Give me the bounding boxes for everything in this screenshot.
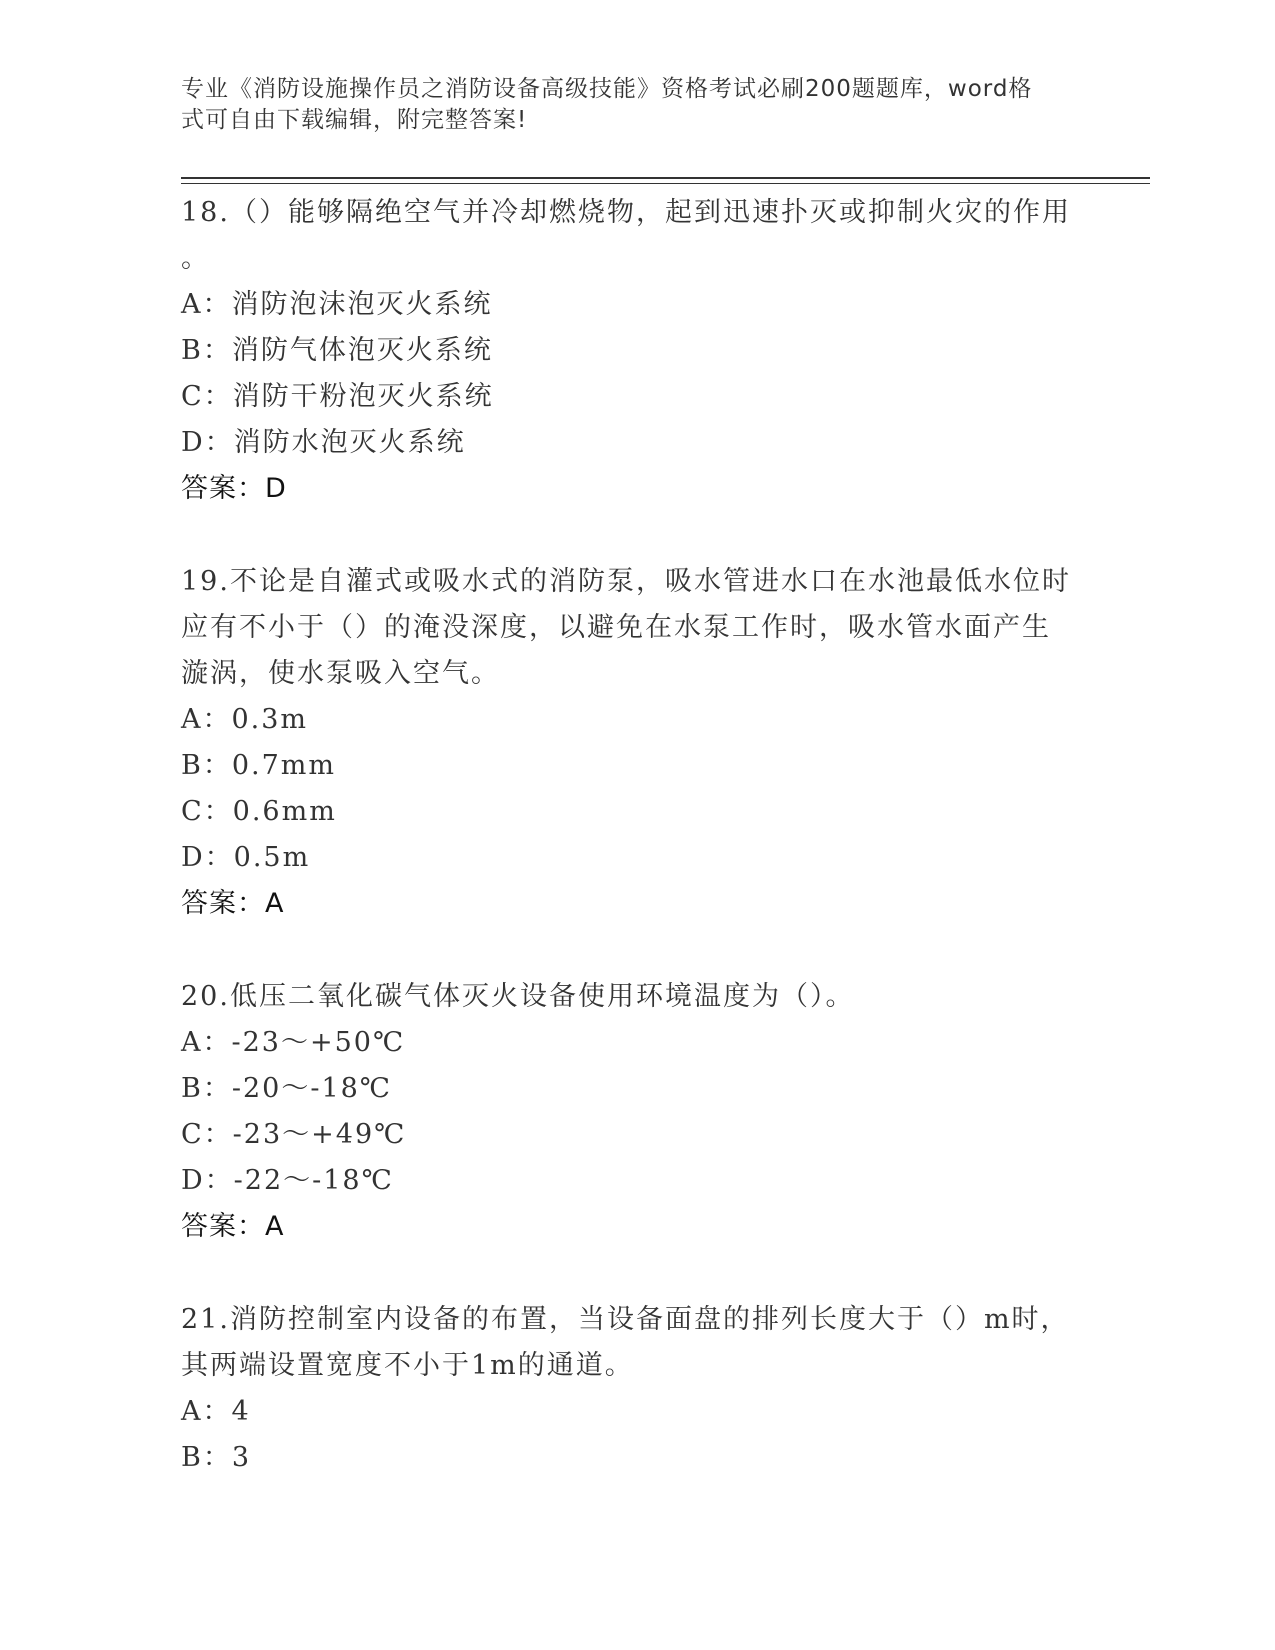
header-line-2: 式可自由下载编辑，附完整答案! bbox=[181, 107, 528, 133]
header-rule-thick bbox=[181, 177, 1150, 179]
question-18 bbox=[181, 190, 1081, 512]
question-spacer bbox=[181, 1250, 1081, 1297]
option-b: B：-20～-18℃ bbox=[181, 1073, 393, 1104]
question-stem-line: 。 bbox=[181, 243, 210, 274]
option-d: D：消防水泡灭火系统 bbox=[181, 427, 466, 458]
question-19 bbox=[181, 559, 1081, 927]
question-spacer bbox=[181, 512, 1081, 559]
option-a: A：0.3m bbox=[181, 704, 309, 735]
question-stem-line: 19.不论是自灌式或吸水式的消防泵，吸水管进水口在水池最低水位时 bbox=[181, 566, 1071, 597]
header-line-1: 专业《消防设施操作员之消防设备高级技能》资格考试必刷200题题库，word格 bbox=[181, 76, 1033, 102]
option-a: A：消防泡沫泡灭火系统 bbox=[181, 289, 493, 320]
answer-line: 答案：D bbox=[181, 473, 287, 504]
question-stem-line: 漩涡，使水泵吸入空气。 bbox=[181, 658, 500, 689]
question-spacer bbox=[181, 927, 1081, 974]
option-b: B：3 bbox=[181, 1442, 252, 1473]
option-d: D：-22～-18℃ bbox=[181, 1165, 394, 1196]
answer-line: 答案：A bbox=[181, 1211, 285, 1242]
option-c: C：消防干粉泡灭火系统 bbox=[181, 381, 494, 412]
question-stem-line: 21.消防控制室内设备的布置，当设备面盘的排列长度大于（）m时， bbox=[181, 1304, 1070, 1335]
option-b: B：消防气体泡灭火系统 bbox=[181, 335, 493, 366]
option-b: B：0.7mm bbox=[181, 750, 336, 781]
question-stem-line: 18.（）能够隔绝空气并冷却燃烧物，起到迅速扑灭或抑制火灾的作用 bbox=[181, 197, 1071, 228]
header-rule-thin bbox=[181, 183, 1150, 184]
option-a: A：-23～+50℃ bbox=[181, 1027, 406, 1058]
answer-line: 答案：A bbox=[181, 888, 285, 919]
question-stem-line: 20.低压二氧化碳气体灭火设备使用环境温度为（）。 bbox=[181, 981, 855, 1012]
question-stem-line: 其两端设置宽度不小于1m的通道。 bbox=[181, 1350, 634, 1381]
question-20 bbox=[181, 974, 1081, 1250]
question-list bbox=[181, 190, 1081, 1481]
question-stem-line: 应有不小于（）的淹没深度，以避免在水泵工作时，吸水管水面产生 bbox=[181, 612, 1051, 643]
option-a: A：4 bbox=[181, 1396, 251, 1427]
document-header bbox=[181, 74, 1081, 136]
option-c: C：-23～+49℃ bbox=[181, 1119, 407, 1150]
question-21 bbox=[181, 1297, 1081, 1481]
option-d: D：0.5m bbox=[181, 842, 311, 873]
option-c: C：0.6mm bbox=[181, 796, 337, 827]
